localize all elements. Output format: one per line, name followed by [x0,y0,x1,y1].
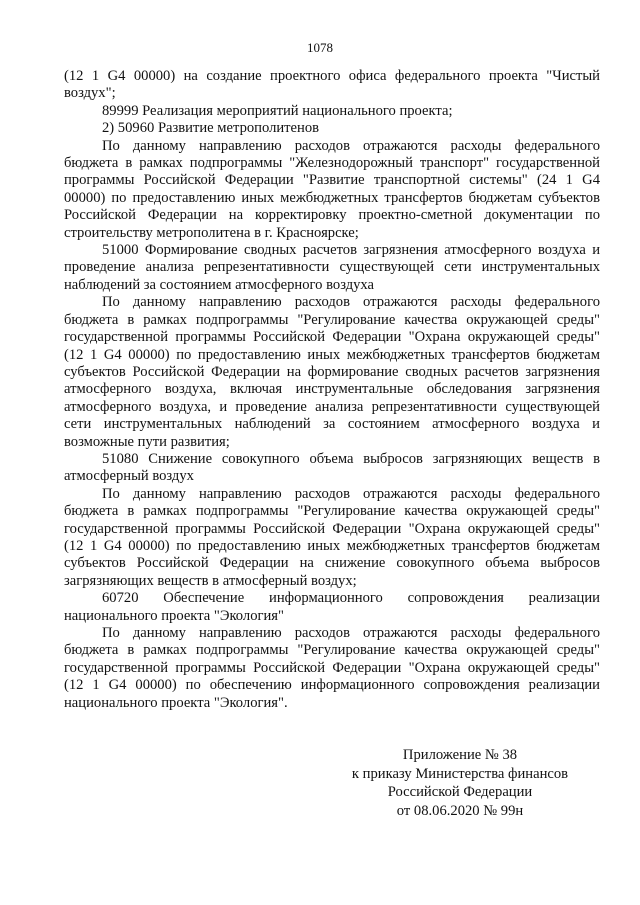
paragraph-10: По данному направлению расходов отражаются расходы федерального бюджета в рамках подпрограммы "Регулирование качества окружающей среды" государственной программы Российской Федерации "Охрана окружающей среды" (12 1 G4 00000) по обеспечению информационного сопровождения реализации национального проекта "Экология". [64,625,600,711]
paragraph-2: 89999 Реализация мероприятий национального проекта; [102,102,453,119]
body-text [64,68,600,712]
appendix-line-2: Российской Федерации [387,784,533,800]
paragraph-7: 51080 Снижение совокупного объема выбросов загрязняющих веществ в атмосферный воздух [64,450,600,485]
paragraph-5: 51000 Формирование сводных расчетов загрязнения атмосферного воздуха и проведение анализа репрезентативности существующей сети инструментальных наблюдений за состоянием атмосферного воздуха [64,242,600,293]
appendix-line-1: к приказу Министерства финансов [351,765,569,782]
paragraph-3: 2) 50960 Развитие метрополитенов [102,120,320,137]
paragraph-9: 60720 Обеспечение информационного сопровождения реализации национального проекта "Экология" [64,590,600,624]
paragraph-1: (12 1 G4 00000) на создание проектного офиса федерального проекта "Чистый воздух"; [64,68,600,102]
paragraph-4: По данному направлению расходов отражаются расходы федерального бюджета в рамках подпрограммы "Железнодорожный транспорт" государственной программы Российской Федерации "Развитие транспортной системы" (24 1 G4 00000) по предоставлению иных межбюджетных трансфертов бюджетам субъектов Российской Федерации на корректировку проектно-сметной документации по строительству метрополитена в г. Красноярске; [64,137,600,241]
paragraph-8: По данному направлению расходов отражаются расходы федерального бюджета в рамках подпрограммы "Регулирование качества окружающей среды" государственной программы Российской Федерации "Охрана окружающей среды" (12 1 G4 00000) по предоставлению иных межбюджетных трансфертов бюджетам субъектов Российской Федерации на снижение совокупного объема выбросов загрязняющих веществ в атмосферный воздух; [64,485,600,589]
appendix-block [330,746,590,820]
paragraph-6: По данному направлению расходов отражаются расходы федерального бюджета в рамках подпрограммы "Регулирование качества окружающей среды" государственной программы Российской Федерации "Охрана окружающей среды" (12 1 G4 00000) по предоставлению иных межбюджетных трансфертов бюджетам субъектов Российской Федерации на формирование сводных расчетов загрязнения атмосферного воздуха, включая инструментальные обследования загрязнения атмосферного воздуха, и проведение анализа репрезентативности существующей сети инструментальных наблюдений за состоянием атмосферного воздуха и возможные пути развития; [64,294,600,450]
page-number: 1078 [307,40,333,55]
appendix-title: Приложение № 38 [402,747,518,763]
appendix-line-3: от 08.06.2020 № 99н [396,802,524,819]
